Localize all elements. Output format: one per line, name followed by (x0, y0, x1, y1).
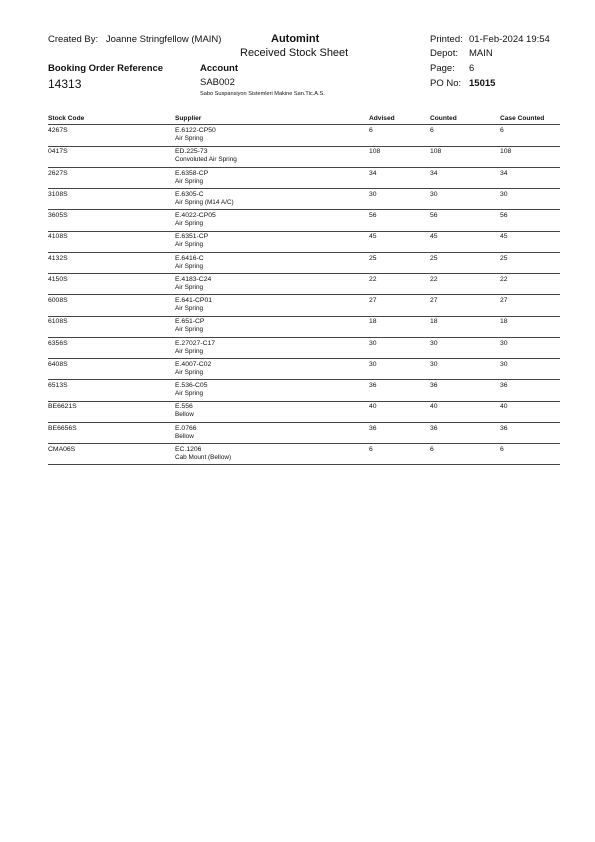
supplier-code-cell: E.556 (175, 403, 193, 411)
row-divider (48, 316, 560, 317)
case-counted-cell: 34 (500, 169, 508, 177)
created-by-label: Created By: (48, 34, 99, 45)
printed-label: Printed: (430, 34, 463, 45)
counted-cell: 18 (430, 318, 438, 326)
case-counted-cell: 22 (500, 275, 508, 283)
supplier-code-cell: EC.1206 (175, 445, 202, 453)
stock-code-cell: 3108S (48, 190, 68, 198)
supplier-code-cell: E.0766 (175, 424, 197, 432)
stock-code-cell: 6513S (48, 382, 68, 389)
col-counted: Counted (430, 115, 457, 122)
advised-cell: 56 (369, 212, 377, 219)
counted-cell: 30 (430, 360, 438, 368)
supplier-code-cell: E.651-CP (175, 318, 205, 326)
case-counted-cell: 30 (500, 339, 508, 347)
advised-cell: 18 (369, 318, 377, 326)
stock-code-cell: BE6656S (48, 424, 77, 432)
advised-cell: 34 (369, 169, 377, 177)
description-cell: Air Spring (175, 390, 204, 397)
case-counted-cell: 40 (500, 403, 508, 411)
stock-code-cell: 2627S (48, 169, 68, 177)
description-cell: Air Spring (175, 326, 204, 334)
supplier-code-cell: E.641-CP01 (175, 297, 213, 304)
advised-cell: 30 (369, 339, 377, 347)
supplier-code-cell: E.4022-CP05 (175, 212, 216, 219)
row-divider (48, 294, 560, 295)
counted-cell: 34 (430, 169, 438, 177)
depot-value: MAIN (469, 48, 493, 59)
supplier-code-cell: E.6122-CP50 (175, 127, 216, 134)
counted-cell: 56 (430, 212, 438, 219)
advised-cell: 30 (369, 360, 377, 368)
case-counted-cell: 36 (500, 424, 508, 432)
stock-code-cell: 4150S (48, 275, 68, 283)
advised-cell: 36 (369, 424, 377, 432)
description-cell: Air Spring (175, 368, 204, 376)
col-advised: Advised (369, 115, 395, 122)
row-divider (48, 167, 560, 168)
stock-code-cell: 6008S (48, 297, 68, 304)
description-cell: Air Spring (175, 177, 204, 185)
row-divider (48, 231, 560, 232)
row-divider (48, 252, 560, 253)
counted-cell: 45 (430, 233, 438, 241)
supplier-code-cell: E.6351-CP (175, 233, 209, 241)
header-rule (48, 124, 560, 125)
counted-cell: 6 (430, 445, 434, 453)
advised-cell: 108 (369, 148, 381, 156)
row-divider (48, 401, 560, 402)
advised-cell: 6 (369, 127, 373, 134)
advised-cell: 30 (369, 190, 377, 198)
advised-cell: 40 (369, 403, 377, 411)
advised-cell: 22 (369, 275, 377, 283)
description-cell: Air Spring (175, 262, 204, 270)
counted-cell: 27 (430, 297, 438, 304)
supplier-code-cell: E.27027-C17 (175, 339, 216, 347)
account-name: Sabo Suspansiyon Sistemleri Makine San.Tic.A.S. (200, 91, 325, 97)
advised-cell: 36 (369, 382, 377, 389)
case-counted-cell: 6 (500, 445, 504, 453)
case-counted-cell: 45 (500, 233, 508, 241)
row-divider (48, 209, 560, 210)
supplier-code-cell: E.6358-CP (175, 169, 209, 177)
advised-cell: 27 (369, 297, 377, 304)
col-stock-code: Stock Code (48, 115, 85, 122)
advised-cell: 25 (369, 254, 377, 262)
row-divider (48, 443, 560, 444)
stock-code-cell: 6108S (48, 318, 68, 326)
page-value: 6 (469, 63, 475, 74)
supplier-code-cell: ED.225-73 (175, 148, 208, 156)
col-case-counted: Case Counted (500, 115, 545, 122)
col-supplier: Supplier (175, 115, 202, 122)
counted-cell: 108 (430, 148, 442, 156)
booking-ref-label: Booking Order Reference (48, 63, 164, 74)
depot-label: Depot: (430, 48, 458, 59)
case-counted-cell: 25 (500, 254, 508, 262)
supplier-code-cell: E.536-C05 (175, 382, 208, 389)
row-divider (48, 337, 560, 338)
po-value: 15015 (469, 78, 496, 89)
description-cell: Cab Mount (Bellow) (175, 453, 232, 461)
counted-cell: 36 (430, 424, 438, 432)
advised-cell: 45 (369, 233, 377, 241)
row-divider (48, 146, 560, 147)
counted-cell: 25 (430, 254, 438, 262)
row-divider (48, 273, 560, 274)
row-divider (48, 422, 560, 423)
stock-code-cell: 0417S (48, 148, 68, 156)
page-label: Page: (430, 63, 455, 74)
row-divider (48, 358, 560, 359)
description-cell: Air Spring (175, 220, 204, 227)
case-counted-cell: 36 (500, 382, 508, 389)
description-cell: Air Spring (175, 283, 204, 291)
stock-code-cell: 6356S (48, 339, 68, 347)
description-cell: Air Spring (175, 135, 204, 142)
case-counted-cell: 108 (500, 148, 512, 156)
po-label: PO No: (430, 78, 462, 89)
created-by (48, 34, 221, 45)
supplier-code-cell: E.4007-C02 (175, 360, 212, 368)
description-cell: Air Spring (175, 241, 204, 249)
case-counted-cell: 18 (500, 318, 508, 326)
case-counted-cell: 6 (500, 127, 504, 134)
counted-cell: 36 (430, 382, 438, 389)
stock-code-cell: 4108S (48, 233, 68, 241)
case-counted-cell: 30 (500, 190, 508, 198)
description-cell: Bellow (175, 411, 194, 419)
supplier-code-cell: E.6416-C (175, 254, 204, 262)
counted-cell: 40 (430, 403, 438, 411)
supplier-code-cell: E.6305-C (175, 190, 204, 198)
stock-code-cell: 6408S (48, 360, 68, 368)
sheet-title: Received Stock Sheet (240, 47, 349, 59)
stock-code-cell: 4132S (48, 254, 68, 262)
counted-cell: 6 (430, 127, 434, 134)
description-cell: Air Spring (M14 A/C) (175, 198, 234, 206)
case-counted-cell: 56 (500, 212, 508, 219)
counted-cell: 22 (430, 275, 438, 283)
advised-cell: 6 (369, 445, 373, 453)
case-counted-cell: 27 (500, 297, 508, 304)
description-cell: Convoluted Air Spring (175, 156, 237, 164)
stock-code-cell: 3605S (48, 212, 68, 219)
description-cell: Air Spring (175, 305, 204, 312)
row-divider (48, 464, 560, 465)
counted-cell: 30 (430, 190, 438, 198)
description-cell: Air Spring (175, 347, 204, 355)
counted-cell: 30 (430, 339, 438, 347)
stock-code-cell: 4267S (48, 127, 68, 134)
stock-code-cell: CMA06S (48, 445, 76, 453)
row-divider (48, 379, 560, 380)
case-counted-cell: 30 (500, 360, 508, 368)
created-by-value: Joanne Stringfellow (MAIN) (105, 34, 222, 45)
description-cell: Bellow (175, 432, 194, 440)
account-value: SAB002 (200, 77, 235, 88)
account-label: Account (200, 63, 238, 74)
supplier-code-cell: E.4183-C24 (175, 275, 212, 283)
company-name: Automint (271, 33, 320, 45)
stock-code-cell: BE6621S (48, 403, 77, 411)
booking-ref-value: 14313 (48, 77, 82, 91)
row-divider (48, 188, 560, 189)
printed-value: 01-Feb-2024 19:54 (469, 34, 550, 45)
